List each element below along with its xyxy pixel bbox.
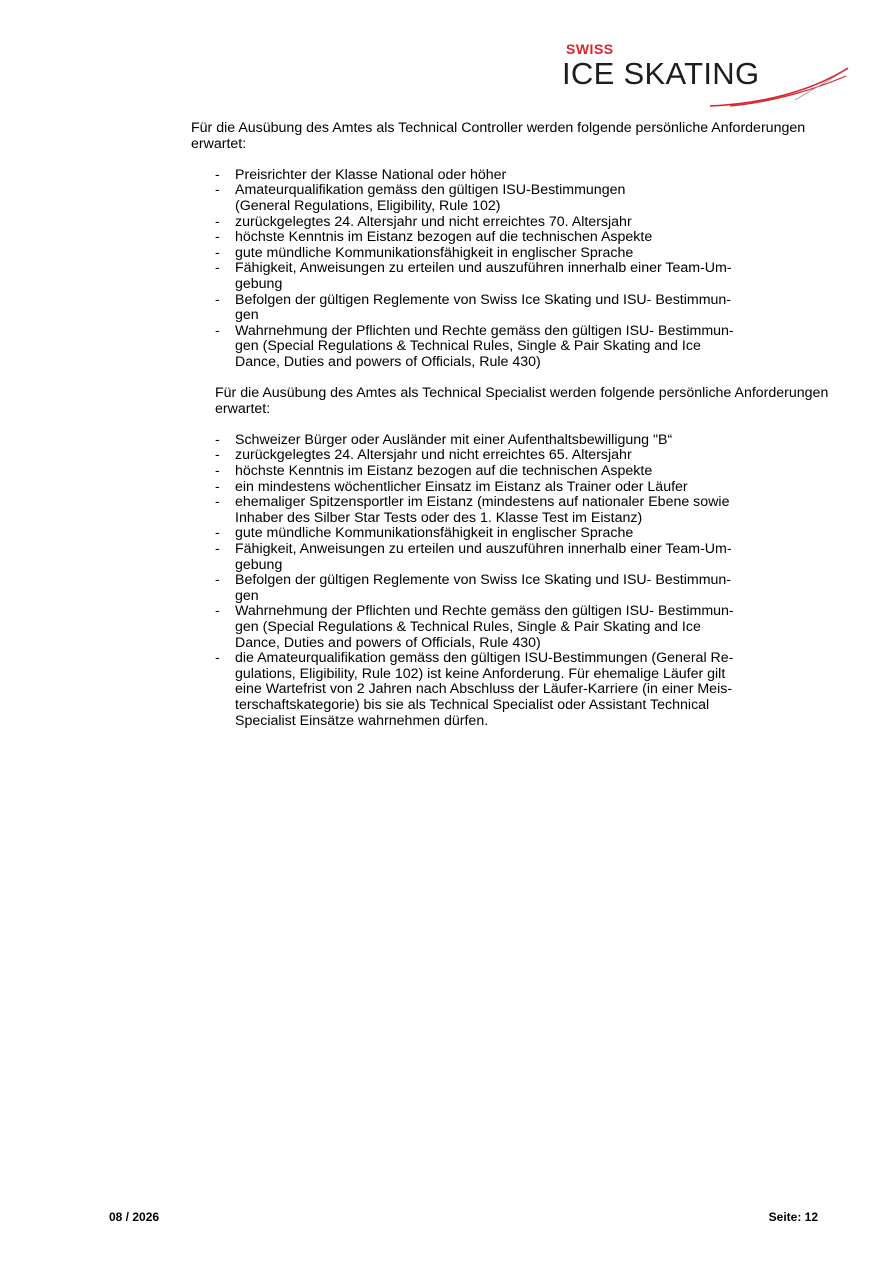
list-item-line: gebung xyxy=(235,275,283,292)
specialist-requirements-list xyxy=(215,433,831,729)
list-item-line: gen xyxy=(235,587,259,604)
list-item-line: gen (Special Regulations & Technical Rules, Single & Pair Skating and Ice xyxy=(235,619,701,635)
list-item-line: Specialist Einsätze wahrnehmen dürfen. xyxy=(235,712,489,729)
list-item xyxy=(215,542,831,573)
list-item xyxy=(215,651,831,729)
list-item-line: (General Regulations, Eligibility, Rule 102) xyxy=(235,197,501,214)
list-item-line: - Wahrnehmung der Pflichten und Rechte gemäss den gültigen ISU- Bestimmun- xyxy=(235,322,734,339)
list-item xyxy=(215,293,831,324)
list-item-line: - Fähigkeit, Anweisungen zu erteilen und auszuführen innerhalb einer Team-Um- xyxy=(235,541,732,558)
list-item xyxy=(215,604,831,651)
list-item xyxy=(215,433,831,449)
list-item-line: - ehemaliger Spitzensportler im Eistanz (mindestens auf nationaler Ebene sowie xyxy=(235,494,730,511)
list-item-line: - die Amateurqualifikation gemäss den gültigen ISU-Bestimmungen (General Re- xyxy=(235,650,734,667)
controller-requirements-list xyxy=(215,168,831,371)
list-item xyxy=(215,168,831,184)
list-item-line: gen xyxy=(235,307,259,324)
list-item-line: Inhaber des Silber Star Tests oder des 1. Klasse Test im Eistanz) xyxy=(235,509,643,526)
list-item xyxy=(215,215,831,231)
list-item-line: - höchste Kenntnis im Eistanz bezogen auf die technischen Aspekte xyxy=(235,229,653,246)
list-item-line: gebung xyxy=(235,556,283,573)
list-item-line: terschaftskategorie) bis sie als Technical Specialist oder Assistant Technical xyxy=(235,696,710,713)
list-item-line: gulations, Eligibility, Rule 102) ist keine Anforderung. Für ehemalige Läufer gilt xyxy=(235,665,726,682)
logo-swiss-text: SWISS xyxy=(566,41,614,57)
list-item-line: - Wahrnehmung der Pflichten und Rechte gemäss den gültigen ISU- Bestimmun- xyxy=(235,603,734,620)
list-item xyxy=(215,324,831,371)
list-item xyxy=(215,183,831,214)
list-item-line: - ein mindestens wöchentlicher Einsatz im Eistanz als Trainer oder Läufer xyxy=(235,478,688,495)
list-item xyxy=(215,246,831,262)
list-item xyxy=(215,448,831,464)
list-item-line: eine Wartefrist von 2 Jahren nach Abschluss der Läufer-Karriere (in einer Meis- xyxy=(235,681,733,698)
specialist-intro: Für die Ausübung des Amtes als Technical Specialist werden folgende persönliche Anforderungen erwartet: xyxy=(215,385,829,417)
list-item xyxy=(215,526,831,542)
list-item-line: - Befolgen der gültigen Reglemente von Swiss Ice Skating und ISU- Bestimmun- xyxy=(235,291,732,308)
logo-ice-skating-text: ICE SKATING xyxy=(562,56,760,91)
list-item xyxy=(215,261,831,292)
footer-date: 08 / 2026 xyxy=(109,1210,160,1224)
list-item-line: gen (Special Regulations & Technical Rules, Single & Pair Skating and Ice xyxy=(235,338,701,355)
list-item xyxy=(215,495,831,526)
controller-intro: Für die Ausübung des Amtes als Technical Controller werden folgende persönliche Anforderungen erwartet: xyxy=(191,120,806,152)
list-item xyxy=(215,573,831,604)
list-item xyxy=(215,230,831,246)
list-item-line: - gute mündliche Kommunikationsfähigkeit in englischer Sprache xyxy=(235,525,634,542)
list-item-line: - Fähigkeit, Anweisungen zu erteilen und auszuführen innerhalb einer Team-Um- xyxy=(235,260,732,277)
document-body xyxy=(191,121,831,745)
footer-page-number: Seite: 12 xyxy=(768,1210,818,1224)
list-item-line: - gute mündliche Kommunikationsfähigkeit in englischer Sprache xyxy=(235,244,634,261)
list-item-line: - Befolgen der gültigen Reglemente von Swiss Ice Skating und ISU- Bestimmun- xyxy=(235,572,732,589)
list-item-line: Dance, Duties and powers of Officials, Rule 430) xyxy=(235,634,541,651)
list-item-line: - zurückgelegtes 24. Altersjahr und nicht erreichtes 70. Altersjahr xyxy=(235,213,632,230)
list-item-line: - Preisrichter der Klasse National oder höher xyxy=(235,166,507,183)
swiss-ice-skating-logo xyxy=(560,40,852,112)
list-item-line: - Schweizer Bürger oder Ausländer mit einer Aufenthaltsbewilligung "B“ xyxy=(235,431,673,448)
list-item-line: Dance, Duties and powers of Officials, Rule 430) xyxy=(235,353,541,370)
list-item xyxy=(215,480,831,496)
list-item xyxy=(215,464,831,480)
list-item-line: - zurückgelegtes 24. Altersjahr und nicht erreichtes 65. Altersjahr xyxy=(235,447,632,464)
list-item-line: - Amateurqualifikation gemäss den gültigen ISU-Bestimmungen xyxy=(235,182,626,199)
list-item-line: - höchste Kenntnis im Eistanz bezogen auf die technischen Aspekte xyxy=(235,463,653,480)
